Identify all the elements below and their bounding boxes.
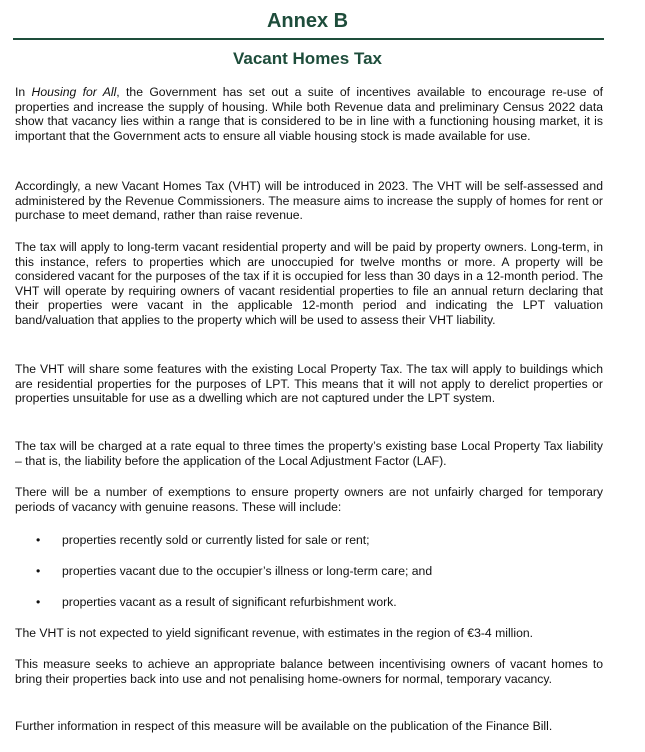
paragraph-further-info: Further information in respect of this measure will be available on the publication of the Finance Bill.	[15, 719, 553, 733]
paragraph-scope: The tax will apply to long-term vacant residential property and will be paid by property owners. Long-term, in this instance, refers to properties which are unoccupied for twelve months or more. A property will be considered vacant for the purposes of the tax if it is occupied for less than 30 days in a 12-month period. The VHT will operate by requiring owners of vacant residential properties to file an annual return declaring that their properties were vacant in the applicable 12-month period and indicating the LPT valuation band/valuation that applies to the property which will be used to assess their VHT liability.	[15, 240, 603, 327]
policy-name: Housing for All	[31, 85, 117, 99]
bullet-icon: •	[36, 564, 41, 578]
list-item	[36, 564, 596, 579]
heading-divider	[13, 38, 604, 40]
paragraph-lpt-features: The VHT will share some features with the existing Local Property Tax. The tax will apply to buildings which are residential properties for the purposes of LPT. This means that it will not apply to derelict properties or properties unsuitable for use as a dwelling which are not captured under the LPT system.	[15, 362, 603, 406]
intro-text: , the Government has set out a suite of incentives available to encourage re-use of properties and increase the supply of housing. While both Revenue data and preliminary Census 2022 data show that vacancy lies within a range that is considered to be in line with a functioning housing market, it is important that the Government acts to ensure all viable housing stock is made available for use.	[15, 85, 603, 143]
bullet-icon: •	[36, 533, 41, 547]
section-title: Vacant Homes Tax	[233, 49, 382, 68]
paragraph-intro	[15, 85, 603, 143]
intro-prefix: In	[15, 85, 32, 99]
paragraph-revenue: The VHT is not expected to yield significant revenue, with estimates in the region of €3-4 million.	[15, 626, 534, 640]
list-item-text: properties vacant due to the occupier’s illness or long-term care; and	[62, 564, 433, 578]
paragraph-exemptions: There will be a number of exemptions to ensure property owners are not unfairly charged for temporary periods of vacancy with genuine reasons. These will include:	[15, 485, 603, 514]
list-item	[36, 595, 596, 610]
paragraph-rate: The tax will be charged at a rate equal to three times the property’s existing base Local Property Tax liability – that is, the liability before the application of the Local Adjustment Factor (LAF).	[15, 439, 603, 468]
paragraph-balance: This measure seeks to achieve an appropriate balance between incentivising owners of vacant homes to bring their properties back into use and not penalising home-owners for normal, temporary vacancy.	[15, 657, 603, 686]
list-item-text: properties vacant as a result of significant refurbishment work.	[62, 595, 397, 609]
bullet-icon: •	[36, 595, 41, 609]
annex-heading: Annex B	[266, 10, 349, 32]
list-item	[36, 533, 596, 548]
paragraph-introduction-2023: Accordingly, a new Vacant Homes Tax (VHT) will be introduced in 2023. The VHT will be self-assessed and administered by the Revenue Commissioners. The measure aims to increase the supply of homes for rent or purchase to meet demand, rather than raise revenue.	[15, 179, 603, 223]
list-item-text: properties recently sold or currently listed for sale or rent;	[62, 533, 370, 547]
